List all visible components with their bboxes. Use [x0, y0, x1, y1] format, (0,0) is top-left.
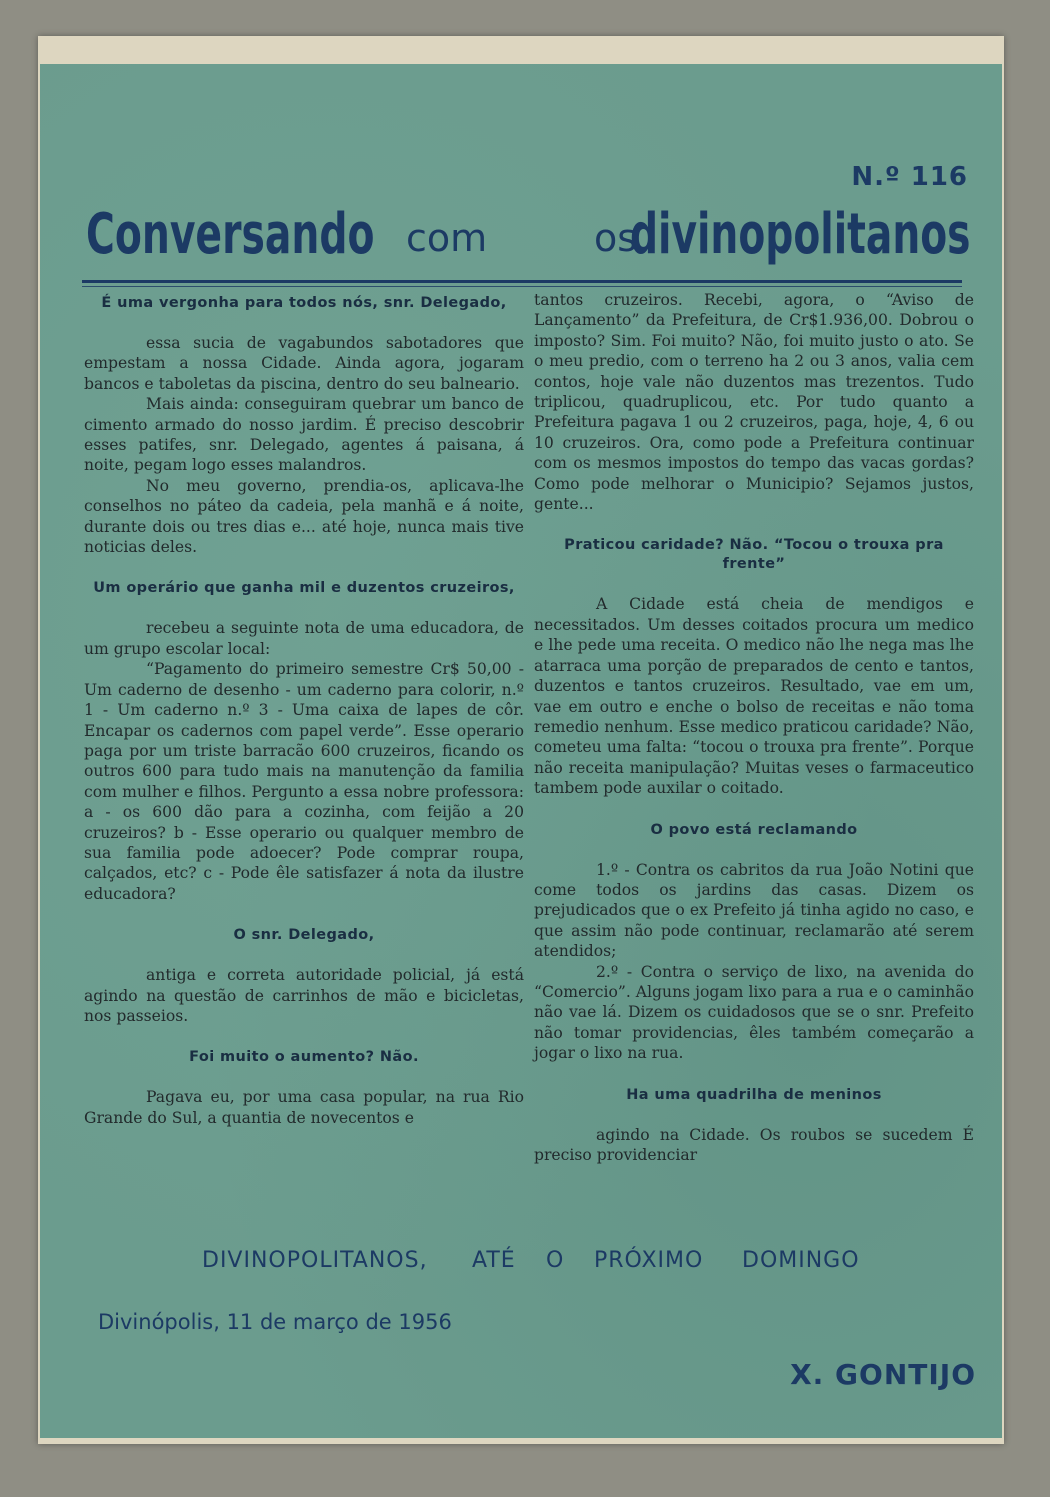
section-heading: Ha uma quadrilha de meninos	[626, 1086, 882, 1103]
section-heading: Um operário que ganha mil e duzentos cruzeiros,	[93, 580, 515, 597]
paragraph: agindo na Cidade. Os roubos se sucedem É preciso providenciar	[534, 1125, 974, 1164]
newsletter-page	[40, 64, 1002, 1438]
paragraph: tantos cruzeiros. Recebi, agora, o “Aviso de Lançamento” da Prefeitura, de Cr$1.936,00. Dobrou o imposto? Sim. Foi muito? Não, foi muito justo o ato. Se o meu predio, com o terreno ha 2 ou 3 anos, valia cem contos, hoje vale não duzentos mas trezentos. Tudo triplicou, quadruplicou, etc. Por tudo quanto a Prefeitura pagava 1 ou 2 cruzeiros, paga, hoje, 4, 6 ou 10 cruzeiros. Ora, como pode a Prefeitura continuar com os mesmos impostos do tempo das vacas gordas? Como pode melhorar o Municipio? Sejamos justos, gente...	[534, 291, 974, 514]
title-word-1: Conversando	[86, 202, 375, 267]
paragraph: recebeu a seguinte nota de uma educadora, de um grupo escolar local:	[84, 619, 524, 658]
paragraph: A Cidade está cheia de mendigos e necessitados. Um desses coitados procura um medico e lhe pede uma receita. O medico não lhe nega mas lhe atarraca uma porção de preparados de cento e tantos, duzentos e tantos cruzeiros. Resultado, vae em um, vae em outro e enche o bolso de receitas e não toma remedio nenhum. Esse medico praticou caridade? Não, cometeu uma falta: “tocou o trouxa pra frente”. Porque não receita manipulação? Muitas veses o farmaceutico tambem pode auxilar o coitado.	[534, 595, 974, 798]
paragraph: Mais ainda: conseguiram quebrar um banco de cimento armado do nosso jardim. É preciso descobrir esses patifes, snr. Delegado, agentes á paisana, á noite, pegam logo esses malandros.	[84, 395, 524, 475]
paragraph: essa sucia de vagabundos sabotadores que empestam a nossa Cidade. Ainda agora, jogaram bancos e taboletas da piscina, dentro do seu balneario.	[84, 334, 524, 393]
paragraph: “Pagamento do primeiro semestre Cr$ 50,00 - Um caderno de desenho - um caderno para colorir, n.º 1 - Um caderno n.º 3 - Uma caixa de lapes de côr. Encapar os cadernos com papel verde”. Esse operario paga por um triste barracão 600 cruzeiros, ficando os outros 600 para tudo mais na manutenção da familia com mulher e filhos. Pergunto a essa nobre professora: a - os 600 dão para a cozinha, com feijão a 20 cruzeiros? b - Esse operario ou qualquer membro de sua familia pode adoecer? Pode comprar roupa, calçados, etc? c - Pode êle satisfazer á nota da ilustre educadora?	[84, 660, 524, 903]
title-word-3: os	[594, 216, 638, 260]
title-word-2: com	[406, 216, 488, 260]
paragraph: No meu governo, prendia-os, aplicava-lhe conselhos no páteo da cadeia, pela manhã e á noite, durante dois ou tres dias e... até hoje, nunca mais tive noticias deles.	[84, 476, 524, 557]
closing-word: DOMINGO	[742, 1248, 860, 1273]
right-column	[534, 290, 974, 1165]
paragraph: Pagava eu, por uma casa popular, na rua Rio Grande do Sul, a quantia de novecentos e	[84, 1088, 524, 1127]
issue-number: N.º 116	[851, 162, 968, 192]
closing-word: PRÓXIMO	[594, 1248, 704, 1273]
section-heading: Foi muito o aumento? Não.	[189, 1049, 419, 1066]
title-word-4: divinopolitanos	[629, 202, 970, 267]
closing-word: O	[546, 1248, 565, 1273]
paragraph: antiga e correta autoridade policial, já está agindo na questão de carrinhos de mão e bicicletas, nos passeios.	[84, 966, 524, 1025]
paragraph: 2.º - Contra o serviço de lixo, na avenida do “Comercio”. Alguns jogam lixo para a rua e o caminhão não vae lá. Dizem os cuidadosos que se o snr. Prefeito não tomar providencias, êles também começarão a jogar o lixo na rua.	[534, 962, 974, 1063]
paper-sheet	[38, 36, 1004, 1444]
closing-word: ATÉ	[472, 1248, 516, 1273]
paragraph: 1.º - Contra os cabritos da rua João Notini que come todos os jardins das casas. Dizem os prejudicados que o ex Prefeito já tinha agido no caso, e que assim não pode continuar, reclamarão até serem atendidos;	[534, 860, 974, 961]
section-heading: É uma vergonha para todos nós, snr. Delegado,	[101, 295, 507, 311]
section-heading: O povo está reclamando	[650, 821, 858, 838]
section-heading: O snr. Delegado,	[233, 927, 375, 944]
signature: X. GONTIJO	[790, 1358, 976, 1391]
title-rule	[82, 280, 962, 283]
newsletter-title	[86, 202, 970, 276]
title-rule-thin	[82, 286, 962, 287]
section-heading: Praticou caridade? Não. “Tocou o trouxa pra frente”	[564, 537, 944, 573]
left-column	[84, 294, 524, 1128]
dateline: Divinópolis, 11 de março de 1956	[98, 1310, 452, 1334]
closing-word: DIVINOPOLITANOS,	[202, 1248, 428, 1273]
